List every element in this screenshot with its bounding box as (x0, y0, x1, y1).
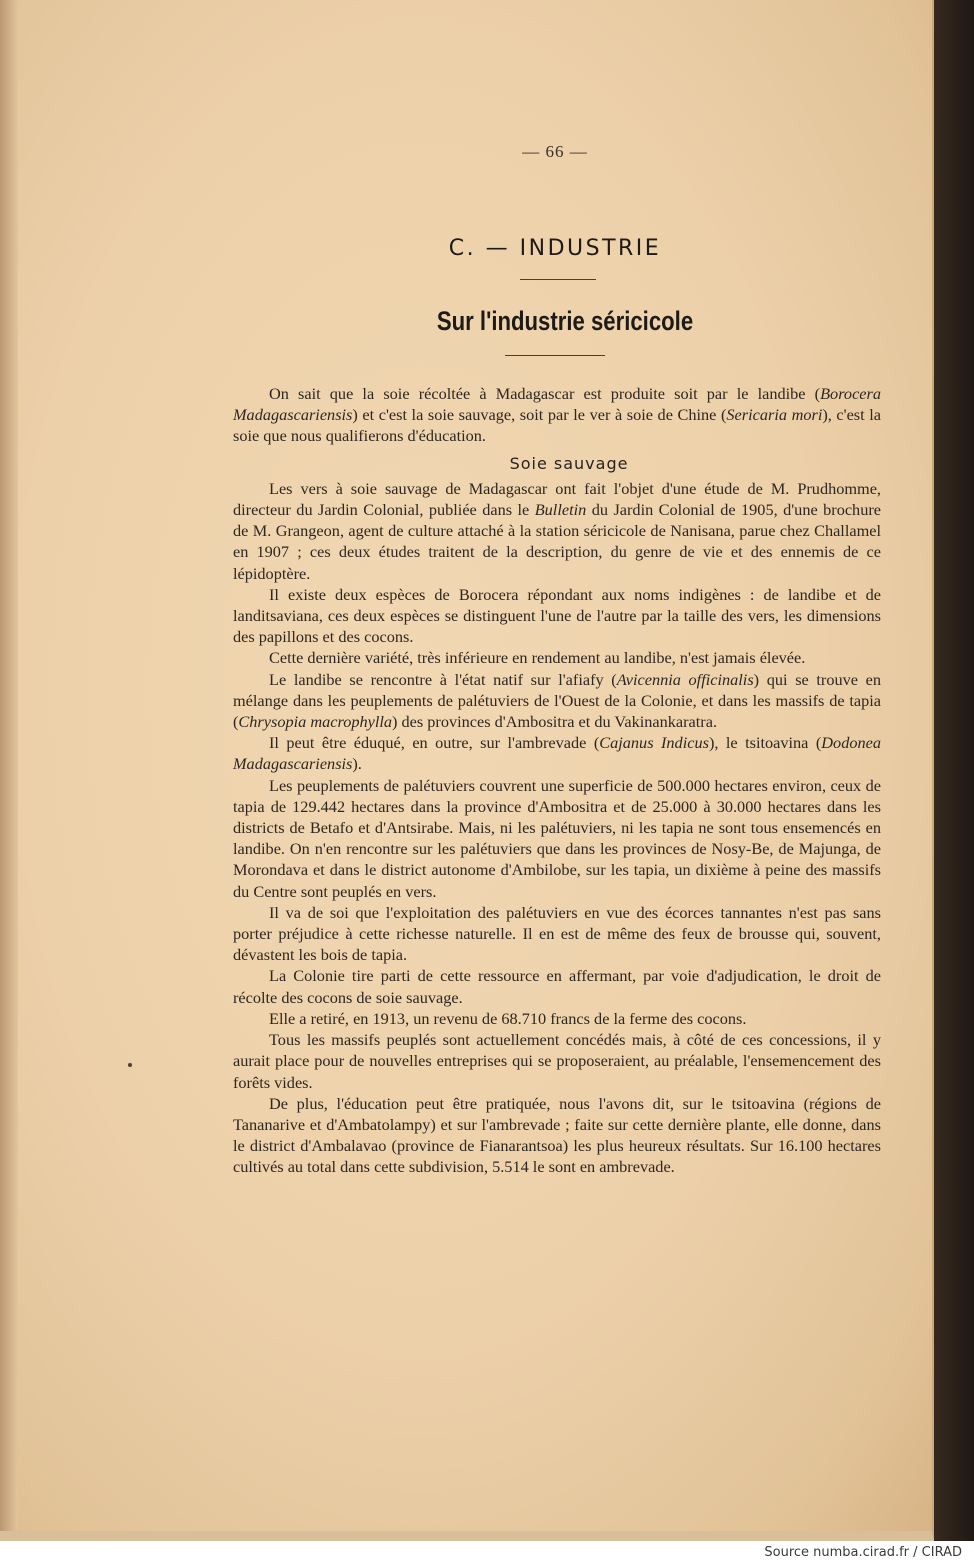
intro-paragraph: On sait que la soie récoltée à Madagascar est produite soit par le landibe (Borocera Madagascariensis) et c'est la soie sauvage, soit par le ver à soie de Chine (Sericaria mori), c'est la soie que nous qualifierons d'éducation. (233, 384, 881, 446)
article-title: Sur l'industrie séricicole (436, 306, 694, 336)
paragraph: Les peuplements de palétuviers couvrent une superficie de 500.000 hectares environ, ceux de tapia de 129.442 hectares dans la province d'Ambositra et de 25.000 à 30.000 hectares dans les districts de Betafo et d'Antsirabe. Mais, ni les palétuviers, ni les tapia ne sont tous ensemencés en landibe. On n'en rencontre sur les palétuviers que dans les provinces de Nosy-Be, de Majunga, de Morondava et dans le district autonome d'Ambilobe, sur les tapia, un dixième à peine des massifs du Centre sont peuplés en vers. (233, 775, 881, 901)
ink-speck (128, 1063, 132, 1067)
paragraph: Tous les massifs peuplés sont actuellement concédés mais, à côté de ces concessions, il y aurait place pour de nouvelles entreprises qui se proposeraient, au préalable, l'ensemencement des forêts vides. (233, 1030, 881, 1092)
paragraph: Elle a retiré, en 1913, un revenu de 68.710 francs de la ferme des cocons. (269, 1008, 747, 1028)
paragraph: Les vers à soie sauvage de Madagascar ont fait l'objet d'une étude de M. Prudhomme, directeur du Jardin Colonial, publiée dans le Bulletin du Jardin Colonial de 1905, d'une brochure de M. Grangeon, agent de culture attaché à la station séricicole de Nanisana, parue chez Challamel en 1907 ; ces deux études traitent de la description, du genre de vie et des ennemis de ce lépidoptère. (233, 478, 881, 583)
subheading: Soie sauvage (509, 453, 629, 473)
section-heading: C. — INDUSTRIE (448, 236, 662, 261)
divider-rule (505, 355, 605, 356)
paragraph: La Colonie tire parti de cette ressource en affermant, par voie d'adjudication, le droit de récolte des cocons de soie sauvage. (233, 966, 881, 1007)
article-body (233, 383, 881, 1178)
paragraph: Il va de soi que l'exploitation des palétuviers en vue des écorces tannantes n'est pas sans porter préjudice à cette richesse naturelle. Il en est de même des feux de brousse qui, souvent, dévastent les bois de tapia. (233, 902, 881, 965)
paragraph: Il peut être éduqué, en outre, sur l'ambrevade (Cajanus Indicus), le tsitoavina (Dodonea Madagascariensis). (233, 733, 881, 774)
paragraph: De plus, l'éducation peut être pratiquée, nous l'avons dit, sur le tsitoavina (régions de Tananarive et d'Ambatolampy) et sur l'ambrevade ; faite sur cette dernière plante, elle donne, dans le district d'Ambalavao (province de Fianarantsoa) les plus heureux résultats. Sur 16.100 hectares cultivés au total dans cette subdivision, 5.514 le sont en ambrevade. (233, 1093, 881, 1177)
paragraph: Cette dernière variété, très inférieure en rendement au landibe, n'est jamais élevée. (269, 648, 806, 668)
page-number: — 66 — (522, 142, 588, 161)
source-credit: Source numba.cirad.fr / CIRAD (764, 1545, 962, 1560)
paragraph: Le landibe se rencontre à l'état natif sur l'afiafy (Avicennia officinalis) qui se trouve en mélange dans les peuplements de palétuviers de l'Ouest de la Colonie, et dans les massifs de tapia (Chrysopia macrophylla) des provinces d'Ambositra et du Vakinankaratra. (233, 669, 882, 732)
divider-rule (520, 279, 596, 280)
paragraph: Il existe deux espèces de Borocera répondant aux noms indigènes : de landibe et de landitsaviana, ces deux espèces se distinguent l'une de l'autre par la taille des vers, les dimensions des papillons et des cocons. (233, 584, 881, 647)
